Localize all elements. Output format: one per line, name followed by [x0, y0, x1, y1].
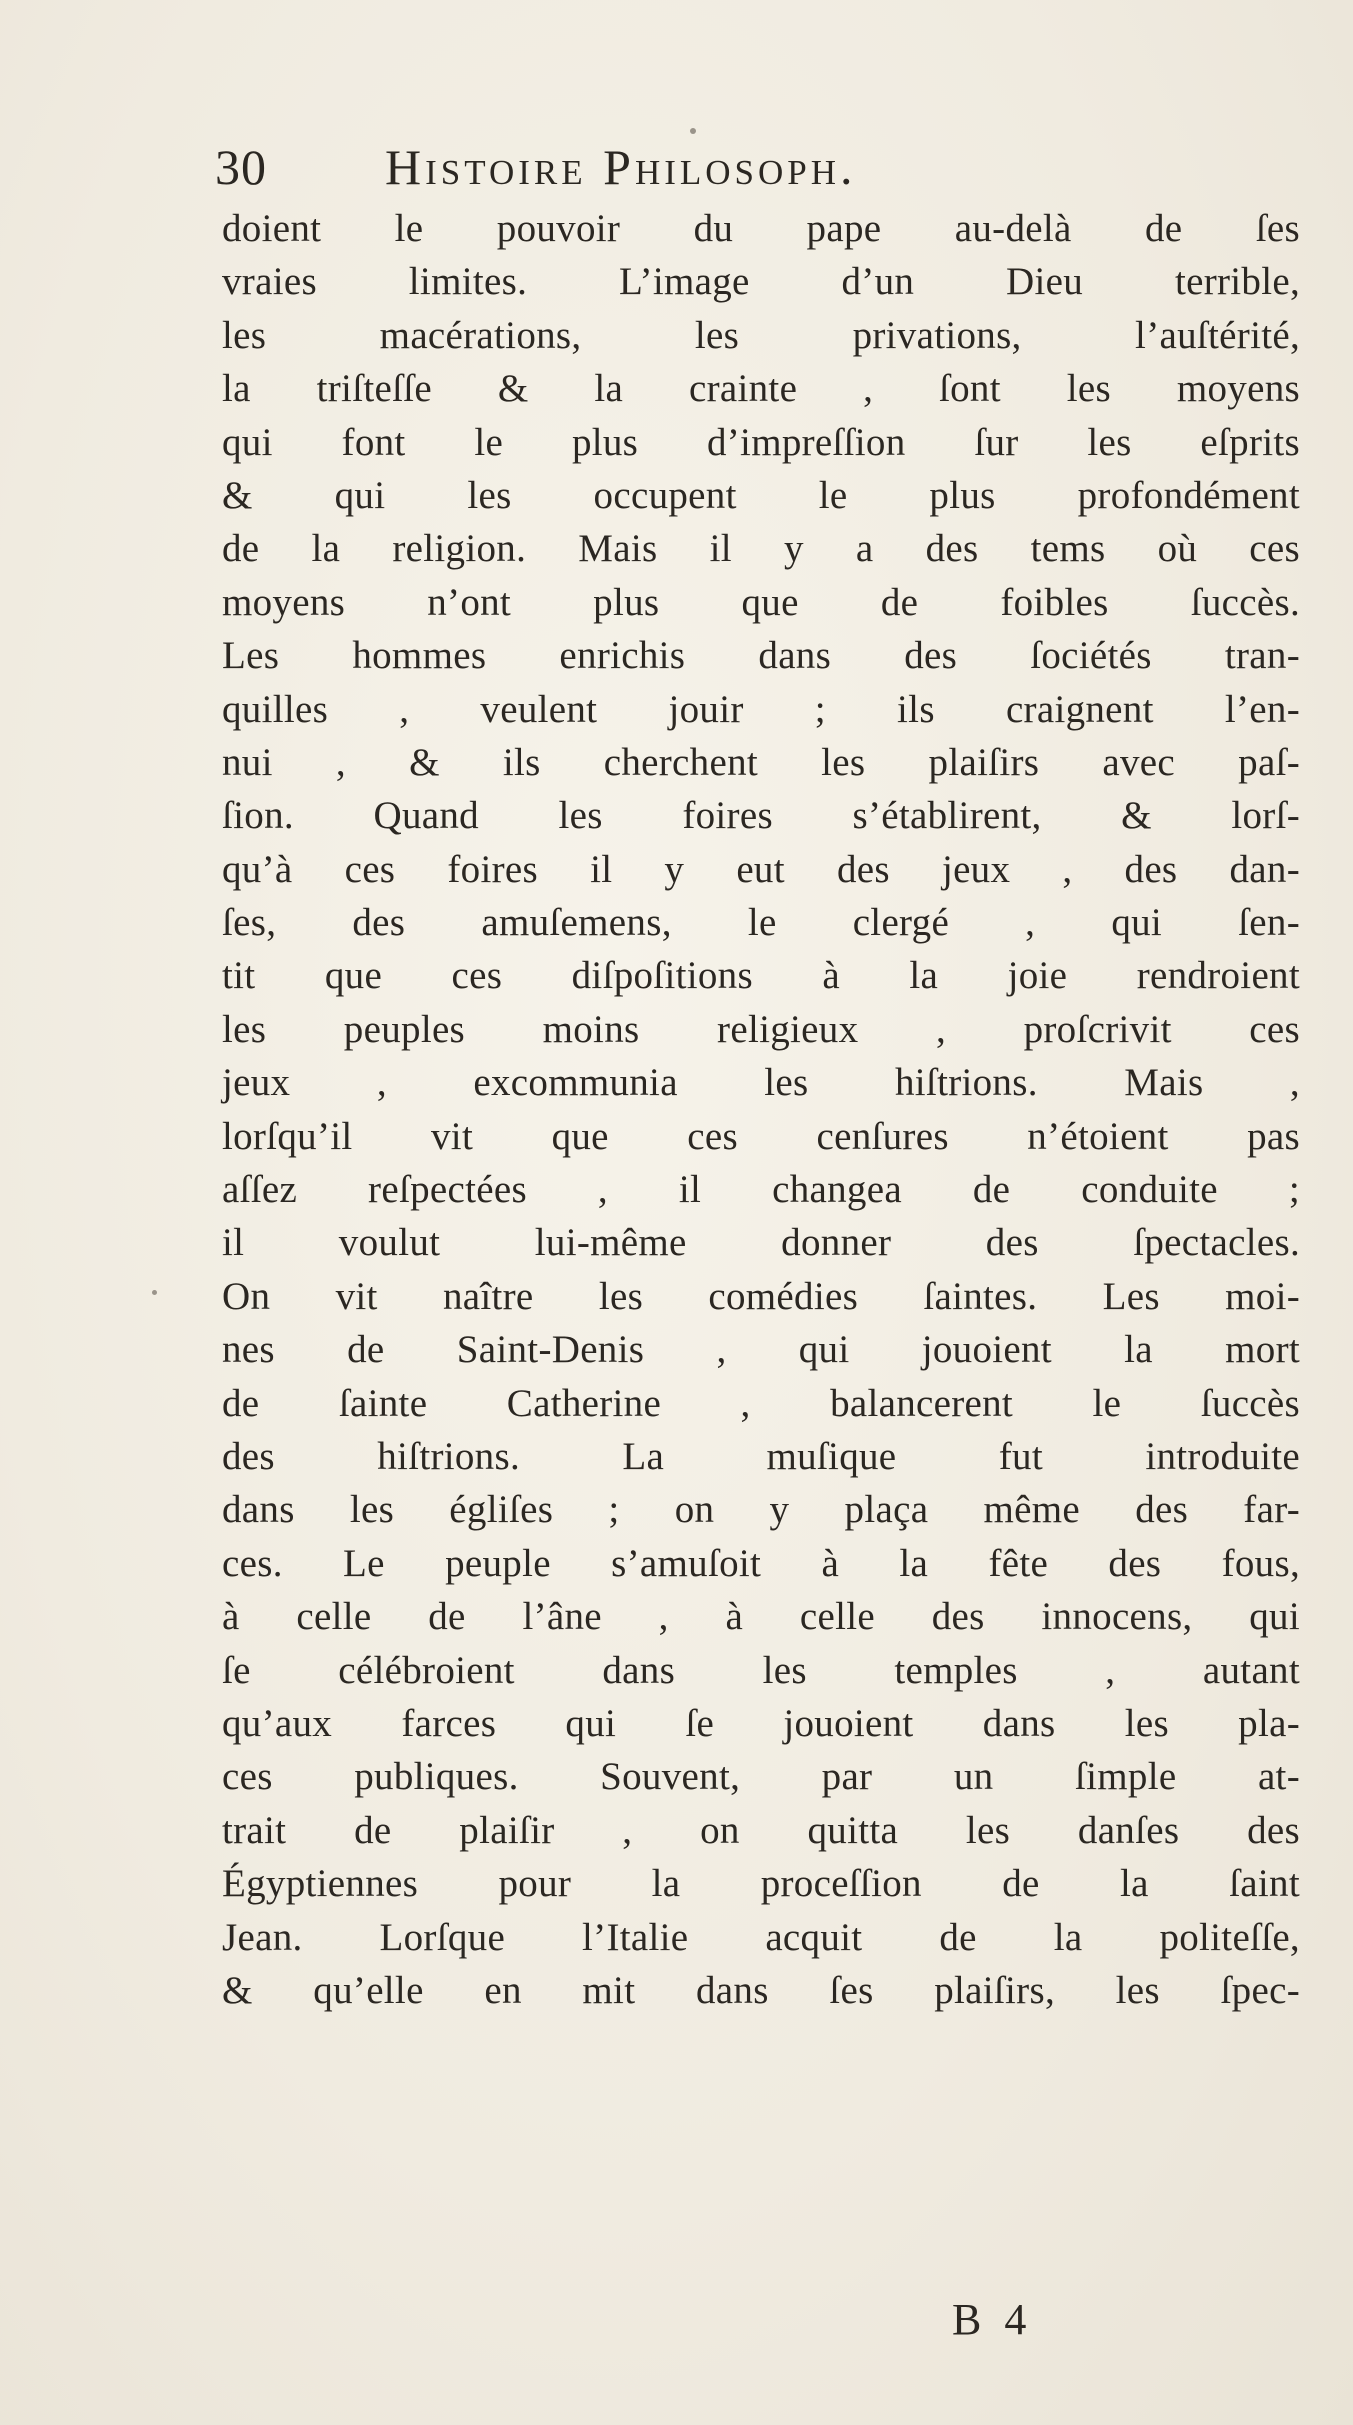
text-line: jeux , excommunia les hiſtrions. Mais ,	[222, 1061, 1300, 1105]
text-line: ces. Le peuple s’amuſoit à la fête des fous,	[222, 1541, 1300, 1585]
text-line: quilles , veulent jouir ; ils craignent l’en-	[222, 687, 1300, 731]
text-line: lorſqu’il vit que ces cenſures n’étoient pas	[222, 1114, 1300, 1158]
ink-speck	[152, 1290, 157, 1295]
text-line: nes de Saint-Denis , qui jouoient la mort	[222, 1328, 1300, 1372]
page-header	[215, 132, 1295, 202]
text-line: On vit naître les comédies ſaintes. Les moi-	[222, 1274, 1300, 1318]
text-line: nui , & ils cherchent les plaiſirs avec paſ-	[222, 740, 1300, 784]
text-line: aſſez reſpectées , il changea de conduite ;	[222, 1168, 1300, 1212]
text-line: tit que ces diſpoſitions à la joie rendroient	[222, 954, 1300, 998]
text-line: à celle de l’âne , à celle des innocens, qui	[222, 1595, 1300, 1639]
text-line: ſes, des amuſemens, le clergé , qui ſen-	[222, 901, 1300, 945]
text-line: trait de plaiſir , on quitta les danſes des	[222, 1808, 1300, 1852]
running-title: Histoire Philosoph.	[385, 139, 857, 195]
text-line: la triſteſſe & la crainte , ſont les moyens	[222, 367, 1300, 411]
text-line: Les hommes enrichis dans des ſociétés tran-	[222, 634, 1300, 678]
text-line: les peuples moins religieux , proſcrivit ces	[222, 1007, 1300, 1051]
text-line: Égyptiennes pour la proceſſion de la ſaint	[222, 1862, 1300, 1906]
text-line: de ſainte Catherine , balancerent le ſuccès	[222, 1381, 1300, 1425]
text-line: les macérations, les privations, l’auſtérité,	[222, 313, 1300, 357]
text-line: qu’aux farces qui ſe jouoient dans les pla-	[222, 1701, 1300, 1745]
text-line: dans les égliſes ; on y plaça même des far-	[222, 1488, 1300, 1532]
text-line: vraies limites. L’image d’un Dieu terrible,	[222, 260, 1300, 304]
body-text	[222, 202, 1300, 2017]
text-line: ces publiques. Souvent, par un ſimple at-	[222, 1755, 1300, 1799]
text-line: de la religion. Mais il y a des tems où ces	[222, 527, 1300, 571]
text-line: moyens n’ont plus que de foibles ſuccès.	[222, 580, 1300, 624]
text-line: ſion. Quand les foires s’établirent, & lorſ-	[222, 794, 1300, 838]
text-line: doient le pouvoir du pape au-delà de ſes	[222, 207, 1300, 250]
text-line: ſe célébroient dans les temples , autant	[222, 1648, 1300, 1692]
text-line: & qu’elle en mit dans ſes plaiſirs, les ſpec-	[222, 1968, 1300, 2012]
text-line: qui font le plus d’impreſſion ſur les eſprits	[222, 420, 1300, 464]
text-line: des hiſtrions. La muſique fut introduite	[222, 1434, 1300, 1478]
signature-mark: B 4	[952, 2295, 1033, 2344]
text-line: qu’à ces foires il y eut des jeux , des dan-	[222, 847, 1300, 891]
text-line: & qui les occupent le plus profondément	[222, 473, 1300, 517]
text-line: il voulut lui-même donner des ſpectacles.	[222, 1221, 1300, 1265]
text-line: Jean. Lorſque l’Italie acquit de la politeſſe,	[222, 1915, 1300, 1959]
page-number: 30	[215, 139, 267, 195]
